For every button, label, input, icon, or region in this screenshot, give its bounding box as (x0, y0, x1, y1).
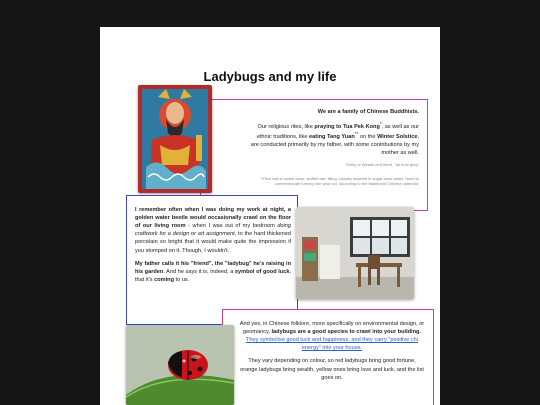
deity-image (138, 85, 212, 193)
beetle-box (126, 195, 298, 325)
intro-paragraph (249, 108, 419, 116)
document-page (100, 27, 440, 405)
footnote-1: *Deity of Wealth and Merit, "da bum ging" (345, 162, 419, 168)
intro-lead: We are a family of Chinese Buddhists. (317, 109, 419, 115)
page-title: Ladybugs and my life (203, 69, 337, 84)
father-paragraph: My father calls it his "friend", the "ladybug" he's raising in his garden. And he says it is, indeed, a symbol of good luck, that it's coming to us. (135, 260, 291, 283)
beetle-paragraph: I remember often when I was doing my work at night, a golden water beetle would occasionally crawl on the floor of our living room - when I was out of my bedroom doing craftwork for a design or art assignment, to the hard thickened porcelain so bright that it would make quite the impression if you stomped on it. Though, I wouldn't. (135, 207, 291, 254)
folklore-link[interactable]: They symbolise good luck and happiness, and they carry "positive chi energy" into your house. (245, 337, 419, 352)
footnote-2: **Rice ball in sweet dose, stuffed with filling. Usually sesame in sugar cane water. Used to commemorate turning one year old, according to the traditional Chinese calendar. (260, 175, 419, 187)
folklore-paragraph: And yes, in Chinese folklore, more specifically on environmental design, or geomancy, ladybugs are a good species to crawl into your building. They symbolise good luck and happiness, and they carry "positive chi energy" into your house. (239, 321, 425, 352)
colour-paragraph: They vary depending on colour, so red ladybugs bring good fortune, orange ladybugs bring wealth, yellow ones bring love and luck, and the list goes on. (240, 358, 424, 381)
ladybug-image (126, 325, 234, 405)
deity-illustration (138, 85, 212, 193)
rites-paragraph: Our religious rites, like praying to Tua Pek Kong*, as well as our ethnic traditions, like eating Tang Yuan** on the Winter Solstice, are conducted primarily by my father, with some contributions by my mother as well. (250, 121, 419, 157)
living-room-image (296, 207, 414, 299)
ladybug-illustration (126, 325, 234, 405)
room-illustration (296, 207, 414, 299)
folklore-box (222, 309, 434, 405)
